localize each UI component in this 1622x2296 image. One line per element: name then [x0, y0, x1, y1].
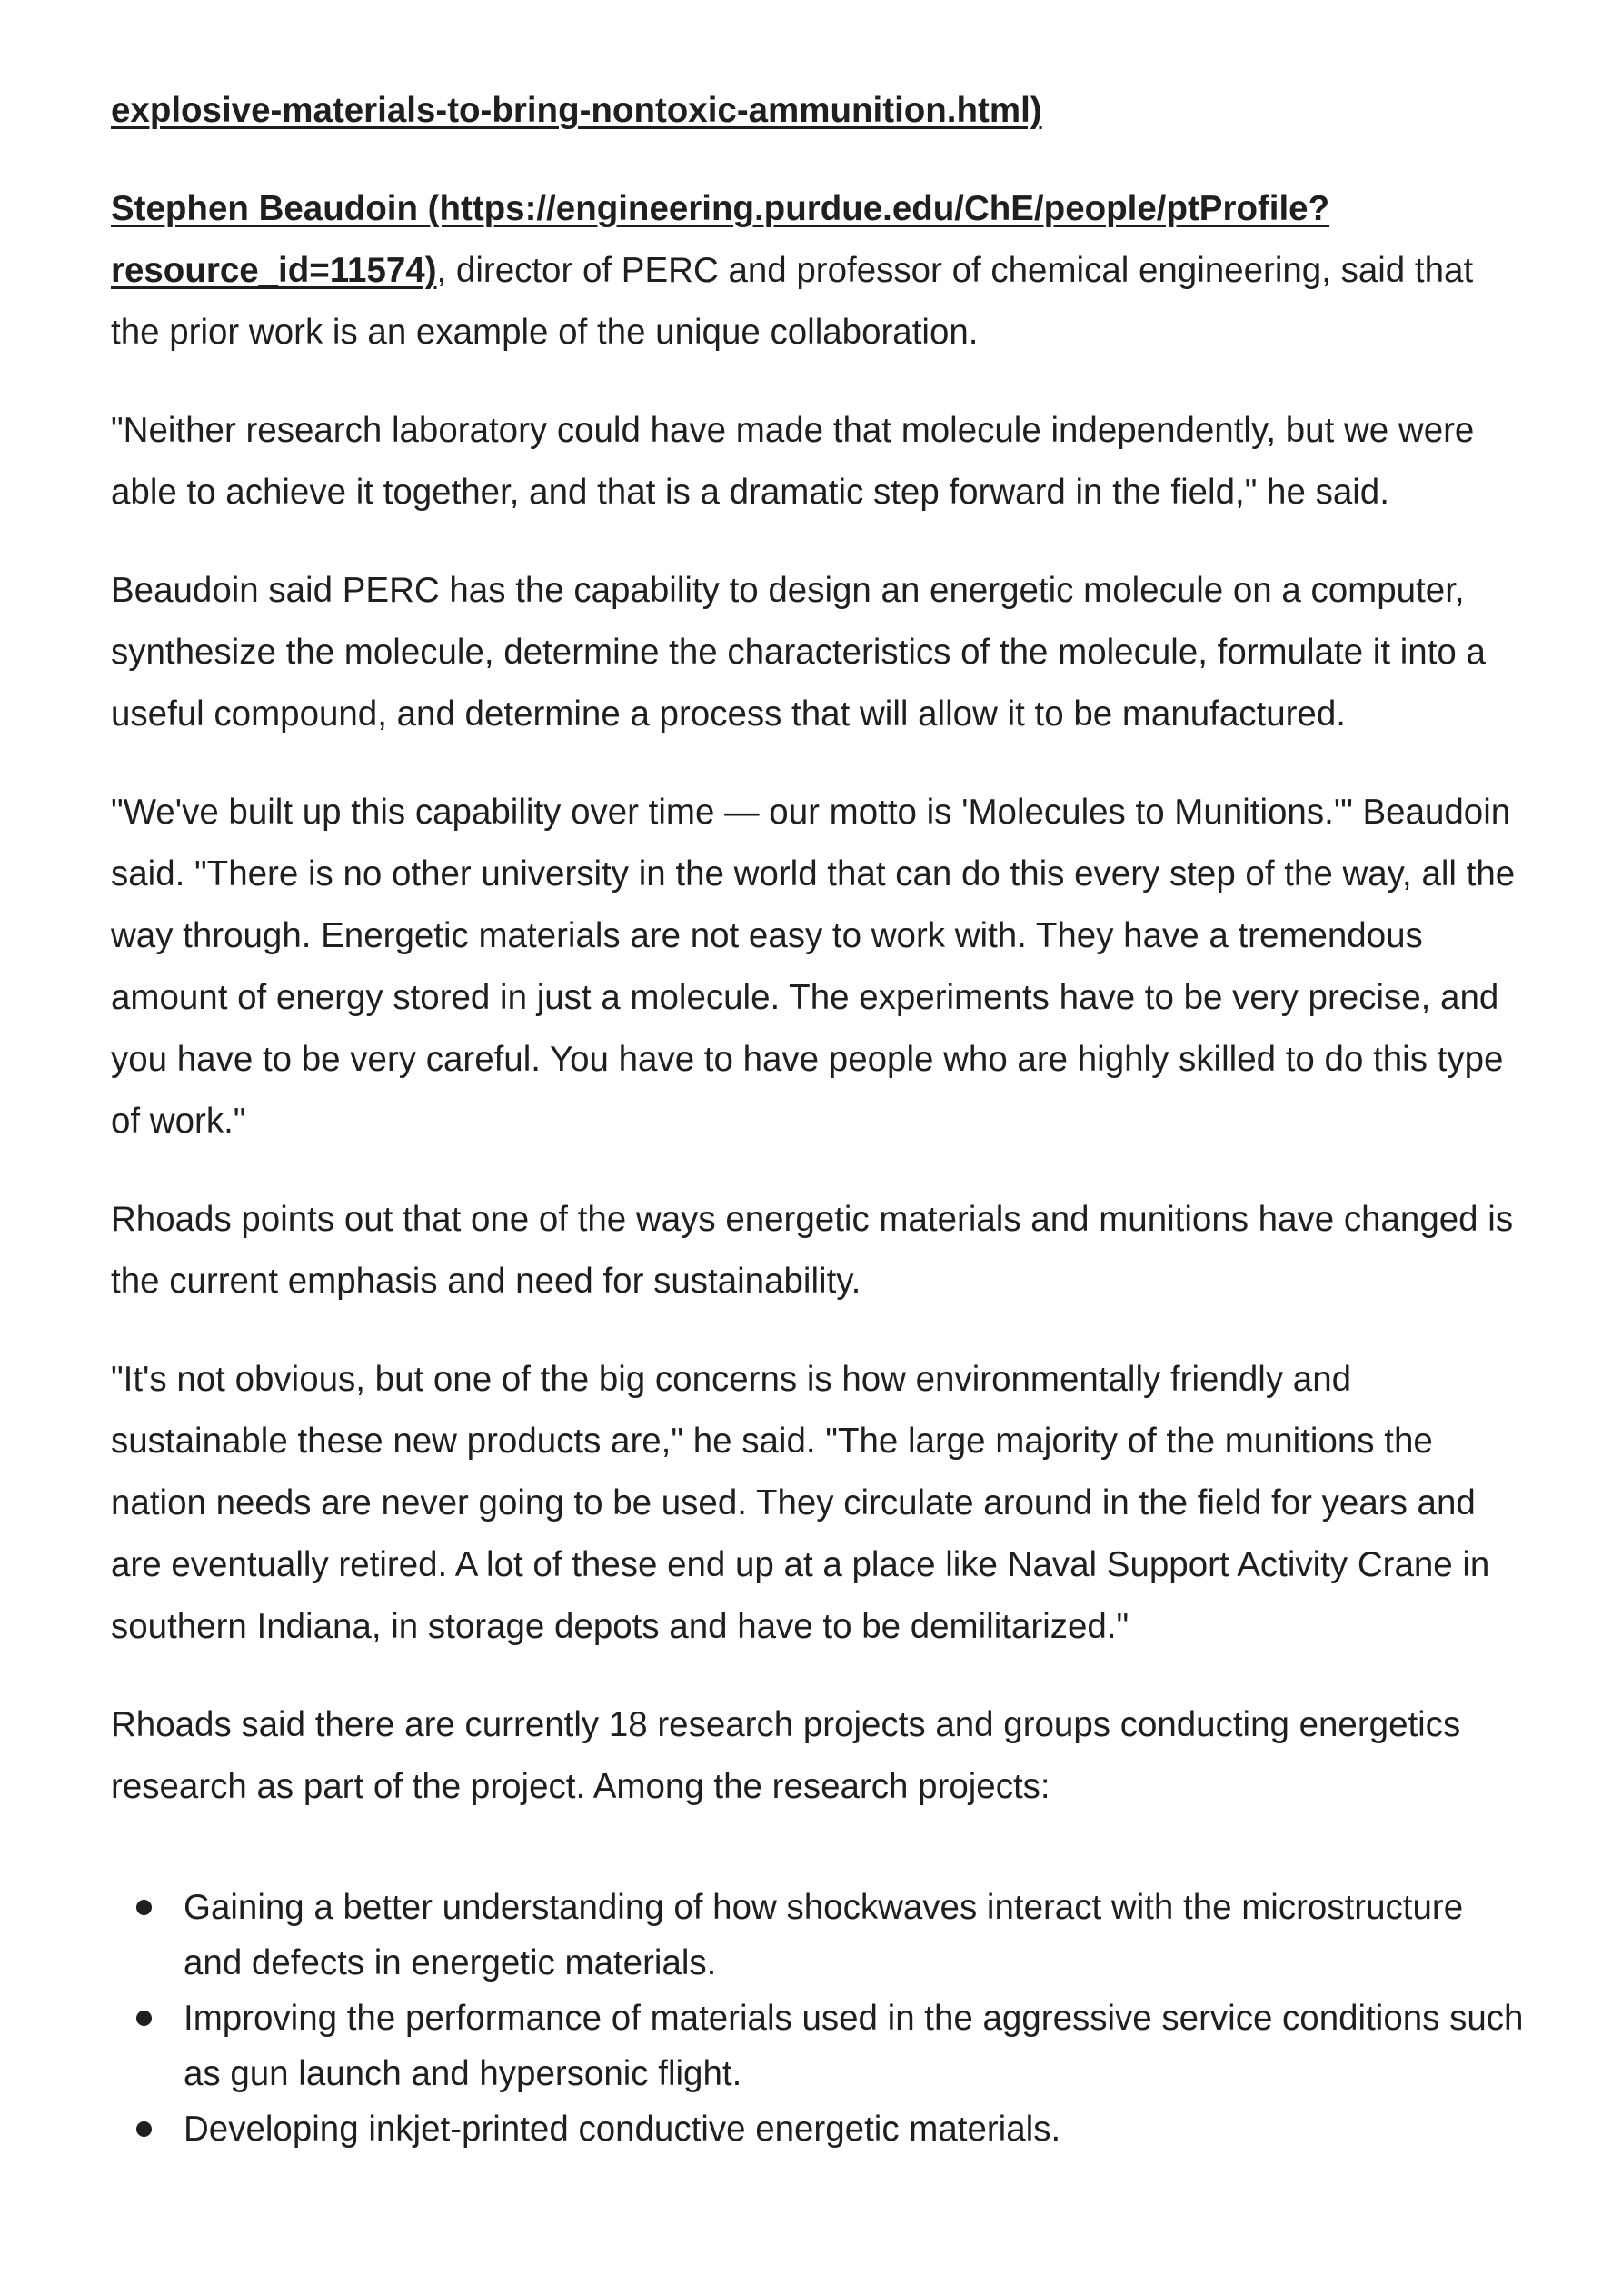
paragraph-top-link — [111, 80, 1528, 142]
paragraph-perc-capability: Beaudoin said PERC has the capability to design an energetic molecule on a computer, synthesize the molecule, determine the characteristics of the molecule, formulate it into a useful compound, and determine a process that will allow it to be manufactured. — [111, 571, 1486, 734]
article-body — [111, 80, 1528, 2157]
bullet-icon — [136, 1900, 152, 1915]
list-item-text: Improving the performance of materials used in the aggressive service conditions such as gun launch and hypersonic flight. — [184, 1999, 1524, 2093]
paragraph-sustainability: Rhoads points out that one of the ways energetic materials and munitions have changed is the current emphasis and need for sustainability. — [111, 1200, 1514, 1301]
list-item — [184, 1991, 1528, 2101]
paragraph-molecules-to-munitions: "We've built up this capability over time — our motto is 'Molecules to Munitions.'" Beaudoin said. "There is no other university in the world that can do this every step of the way, all the way through. Energetic materials are not easy to work with. They have a tremendous amount of energy stored in just a molecule. The experiments have to be very precise, and you have to be very careful. You have to have people who are highly skilled to do this type of work." — [111, 793, 1516, 1141]
explosive-materials-link[interactable]: explosive-materials-to-bring-nontoxic-ammunition.html) — [111, 91, 1042, 130]
list-item — [184, 1880, 1528, 1991]
bullet-icon — [136, 2121, 152, 2137]
list-item — [184, 2101, 1528, 2157]
paragraph-text: , director of PERC and professor of chemical engineering, said that the prior work is an example of the unique collaboration. — [111, 251, 1474, 352]
paragraph-neither-lab: "Neither research laboratory could have made that molecule independently, but we were able to achieve it together, and that is a dramatic step forward in the field," he said. — [111, 411, 1475, 512]
paragraph-environment-quote: "It's not obvious, but one of the big concerns is how environmentally friendly and sustainable these new products are," he said. "The large majority of the munitions the nation needs are never going to be used. They circulate around in the field for years and are eventually retired. A lot of these end up at a place like Naval Support Activity Crane in southern Indiana, in storage depots and have to be demilitarized." — [111, 1360, 1490, 1646]
list-item-text: Developing inkjet-printed conductive energetic materials. — [184, 2110, 1061, 2149]
bullet-icon — [136, 2011, 152, 2026]
paragraph-research-projects: Rhoads said there are currently 18 research projects and groups conducting energetics research as part of the project. Among the research projects: — [111, 1705, 1461, 1806]
list-item-text: Gaining a better understanding of how shockwaves interact with the microstructure and defects in energetic materials. — [184, 1888, 1464, 1982]
stephen-beaudoin-link[interactable]: Stephen Beaudoin (https://engineering.purdue.edu/ChE/people/ptProfile?resource_id=11574) — [111, 189, 1330, 290]
paragraph-beaudoin-intro — [111, 178, 1528, 364]
research-projects-list — [111, 1880, 1528, 2157]
